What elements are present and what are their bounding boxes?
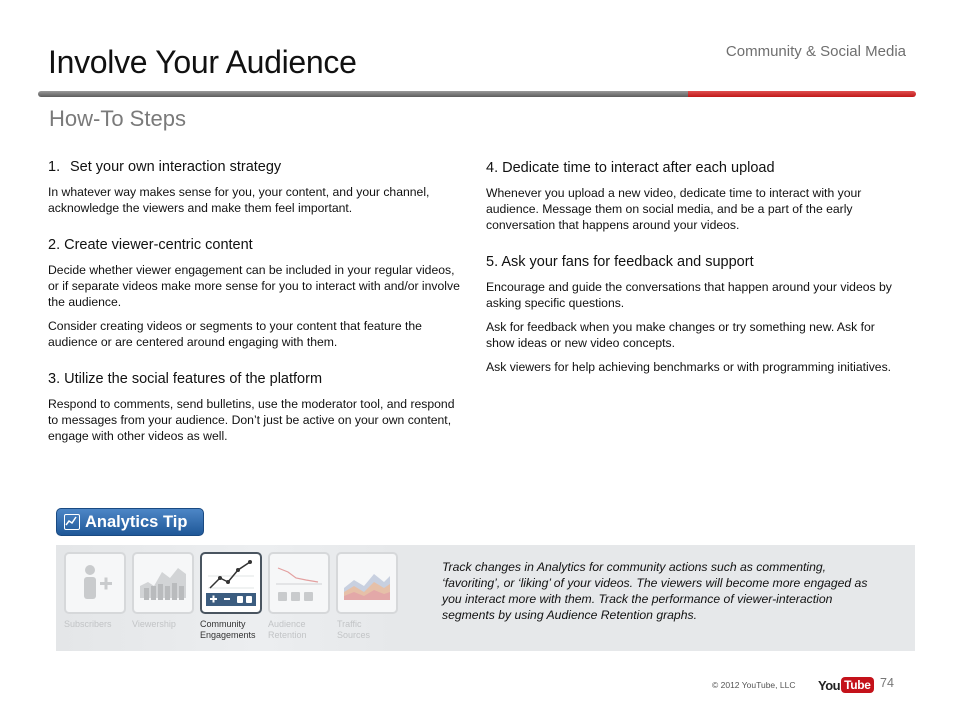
analytics-tip-badge bbox=[56, 508, 204, 536]
community-engagements-icon bbox=[206, 558, 256, 608]
traffic-sources-card bbox=[336, 552, 398, 614]
page-number: 74 bbox=[880, 676, 894, 690]
subscribers-card bbox=[64, 552, 126, 614]
step-paragraph: Ask viewers for help achieving benchmarks or with programming initiatives. bbox=[486, 360, 892, 374]
subscribers-icon bbox=[70, 558, 120, 608]
step-5 bbox=[486, 253, 904, 375]
page-subtitle: How-To Steps bbox=[49, 106, 186, 131]
steps-right-column bbox=[486, 159, 904, 395]
step-1 bbox=[48, 158, 466, 216]
page-title: Involve Your Audience bbox=[48, 44, 357, 80]
step-heading: 3. Utilize the social features of the platform bbox=[48, 371, 323, 387]
steps-left-column bbox=[48, 158, 466, 464]
youtube-logo-tube: Tube bbox=[841, 677, 874, 693]
step-2 bbox=[48, 236, 466, 350]
viewership-icon bbox=[138, 558, 188, 608]
step-paragraph: Ask for feedback when you make changes or try something new. Ask for show ideas or new video concepts. bbox=[486, 320, 875, 350]
card-label-viewership: Viewership bbox=[132, 619, 176, 629]
youtube-logo-you: You bbox=[818, 677, 841, 693]
traffic-sources-icon bbox=[342, 558, 392, 608]
copyright: © 2012 YouTube, LLC bbox=[712, 680, 796, 690]
viewership-card bbox=[132, 552, 194, 614]
step-heading bbox=[48, 158, 466, 176]
step-paragraph: In whatever way makes sense for you, your content, and your channel, acknowledge the viewers and make them feel important. bbox=[48, 185, 430, 215]
audience-retention-icon bbox=[274, 558, 324, 608]
step-4 bbox=[486, 159, 904, 233]
step-heading: 2. Create viewer-centric content bbox=[48, 237, 253, 253]
step-paragraph: Respond to comments, send bulletins, use the moderator tool, and respond to messages from your audience. Don’t just be active on your own content, engage with other videos as well. bbox=[48, 397, 455, 443]
step-paragraph: Whenever you upload a new video, dedicate time to interact with your audience. Message them on social media, and be a part of the early conversation that happens around your videos. bbox=[486, 186, 862, 232]
card-label-subscribers: Subscribers bbox=[64, 619, 112, 629]
step-paragraph: Encourage and guide the conversations that happen around your videos by asking specific questions. bbox=[486, 280, 892, 310]
step-paragraph: Decide whether viewer engagement can be included in your regular videos, or if separate videos make more sense for you to interact with and/or involve the audience. bbox=[48, 263, 460, 309]
header-rule-red bbox=[688, 91, 916, 97]
analytics-tip-label: Analytics Tip bbox=[85, 512, 188, 531]
step-heading: 4. Dedicate time to interact after each upload bbox=[486, 160, 775, 176]
analytics-tip-text: Track changes in Analytics for community actions such as commenting, ‘favoriting’, or ‘liking’ of your videos. The viewers will become more engaged as you interact more with them. Track the performance of viewer-interaction segments by using Audience Retention graphs. bbox=[442, 560, 868, 622]
card-label-audience-retention: Audience Retention bbox=[268, 619, 307, 640]
card-label-community-engagements: Community Engagements bbox=[200, 619, 256, 640]
header-rule-gray bbox=[38, 91, 690, 97]
card-label-traffic-sources: Traffic Sources bbox=[337, 619, 371, 640]
audience-retention-card bbox=[268, 552, 330, 614]
step-3 bbox=[48, 370, 466, 444]
step-number: 1. bbox=[48, 159, 61, 175]
step-heading: 5. Ask your fans for feedback and support bbox=[486, 254, 754, 270]
section-label: Community & Social Media bbox=[725, 43, 906, 60]
community-engagements-card bbox=[200, 552, 262, 614]
step-title: Set your own interaction strategy bbox=[70, 159, 282, 175]
youtube-logo bbox=[818, 676, 874, 694]
analytics-chart-icon bbox=[64, 514, 80, 530]
step-paragraph: Consider creating videos or segments to your content that feature the audience or are centered around engaging with them. bbox=[48, 319, 422, 349]
